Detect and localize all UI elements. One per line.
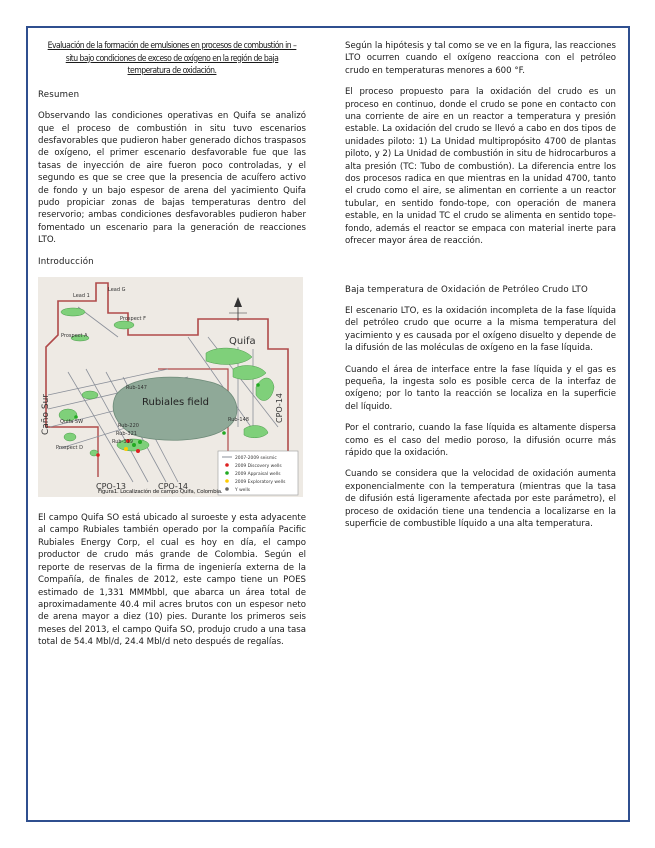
legend-item: Y wells <box>235 488 251 494</box>
dispersed-phase-paragraph: Por el contrario, cuando la fase líquida es altamente dispersa como es el caso del medio poroso, la difusión ocurre más rápido que la oxidación. <box>345 423 616 458</box>
map-legend <box>218 451 298 495</box>
legend-item: 2007-2009 seismic <box>235 456 277 462</box>
map-label-prospect-a: Prospect A <box>61 333 88 340</box>
introduccion-paragraph: El campo Quifa SO está ubicado al suroeste y esta adyacente al campo Rubiales también operado por la compañía Pacific Rubiales Energy Corp, el cual es hoy en día, el campo productor de crudo más grande de Colombia. Según el reporte de reservas de la firma de ingeniería externa de la Compañía, de finales de 2012, este campo tiene un POES estimado de 1,331 MMMbbl, que abarca un área total de aproximadamente 40.4 mil acres brutos con un espesor neto de arena mayor a diez (10) pies. Durante los primeros seis meses del 2013, el campo Quifa SO, produjo crudo a una tasa total de 54.4 Mbl/d, 24.4 Mbl/d neto después de regalías. <box>38 513 306 648</box>
map-label-rub319: Rub-319 <box>112 439 133 446</box>
introduccion-heading: Introducción <box>38 256 94 267</box>
left-column <box>38 40 306 658</box>
interface-paragraph: Cuando el área de interface entre la fase líquida y el gas es pequeña, la ingesta solo es posible cerca de la interfaz de oxígeno; por lo tanto la reacción se localiza en la superficie del líquido. <box>345 364 616 412</box>
figure-caption: Figura1. Localización de campo Quifa, Colombia. <box>98 488 223 495</box>
map-label-cano-sur: Caño Sur <box>41 394 51 436</box>
map-label-lead2: Lead G <box>108 287 126 294</box>
map-label-rubiales: Rubiales field <box>142 397 209 409</box>
map-label-cpo14-south: CPO-14 <box>158 482 188 492</box>
legend-item: 2009 Discovery wells <box>235 464 282 470</box>
oxidation-rate-paragraph: Cuando se considera que la velocidad de oxidación aumenta exponencialmente con la temperatura (mientras que la tasa de difusión está ligeramente afectada por este parámetro), el proceso de oxidación tiene una tendencia a localizarse en la superficie de combustible líquido a una alta temperatura. <box>345 469 616 529</box>
map-label-prospect-small: Prospect D <box>56 445 83 452</box>
process-paragraph: El proceso propuesto para la oxidación del crudo es un proceso en continuo, donde el crudo se pone en contacto con una corriente de aire en un reactor a temperatura y presión estable. La oxidación del crudo se llevó a cabo en dos tipos de unidades piloto: 1) La Unidad multipropósito 4700 de plantas piloto, y 2) La Unidad de combustión in situ de hidrocarburos a alta presión (TC: Tubo de combustión). La diferencia entre los dos procesos radica en que mientras en la unidad 4700, tanto el crudo como el aire, se alimentan en corriente a un reactor tubular, en sentido fondo-tope, con operación de manera estable, en la unidad TC el crudo se alimenta en sentido tope-fondo, además el reactor se empaca con material inerte para ofrecer mayor área de reacción. <box>345 87 617 247</box>
map-label-quifa: Quifa <box>229 336 256 348</box>
right-column <box>345 40 616 539</box>
quifa-location-map <box>38 277 303 497</box>
map-label-cpo13: CPO-13 <box>96 482 126 492</box>
resumen-paragraph: Observando las condiciones operativas en Quifa se analizó que el proceso de combustión in situ tuvo escenarios desfavorables que pudieron haber generado dichos traspasos de oxígeno, el primer escenario desfavorable fue que las tasas de inyección de aire fueron poco controladas, y el segundo es que se cree que la presencia de acuífero activo de fondo y un bajo espesor de arena del yacimiento Quifa pudo propiciar zonas de bajas temperaturas dentro del reservorio; ambas condiciones desfavorables pudieron haber fomentado un escenario para la generación de reacciones LTO. <box>38 111 306 246</box>
legend-item: 2009 Appraisal wells <box>235 472 281 478</box>
map-label-rub147: Rub-147 <box>126 385 147 392</box>
document-title: Evaluación de la formación de emulsiones en procesos de combustión in – situ bajo condiciones de exceso de oxígeno en la región de baja temperatura de oxidación. <box>47 41 297 77</box>
map-label-rub220: Rub-220 <box>118 423 139 430</box>
map-label-lead1: Lead 1 <box>73 293 90 300</box>
resumen-heading: Resumen <box>38 89 80 100</box>
map-label-rub321: Rub-321 <box>116 431 137 438</box>
map-label-rub148: Rub-148 <box>228 417 249 424</box>
map-label-cpo14-east: CPO-14 <box>275 393 284 424</box>
hypothesis-paragraph: Según la hipótesis y tal como se ve en la figura, las reacciones LTO ocurren cuando el oxígeno reacciona con el petróleo crudo en temperaturas menores a 600 °F. <box>345 41 616 76</box>
lto-definition-paragraph: El escenario LTO, es la oxidación incompleta de la fase líquida del petróleo crudo que ocurre a la misma temperatura del yacimiento y es causada por el oxígeno disuelto y depende de la difusión de las moléculas de oxígeno en la fase líquida. <box>345 305 616 354</box>
map-label-quifa-sw: Quifa SW <box>60 419 84 426</box>
map-graphic <box>38 277 303 497</box>
map-label-prospect-f: Prospect F <box>120 316 146 323</box>
lto-heading: Baja temperatura de Oxidación de Petróleo Crudo LTO <box>345 284 588 295</box>
column-spacer <box>345 257 616 284</box>
legend-item: 2009 Exploratory wells <box>235 480 286 486</box>
